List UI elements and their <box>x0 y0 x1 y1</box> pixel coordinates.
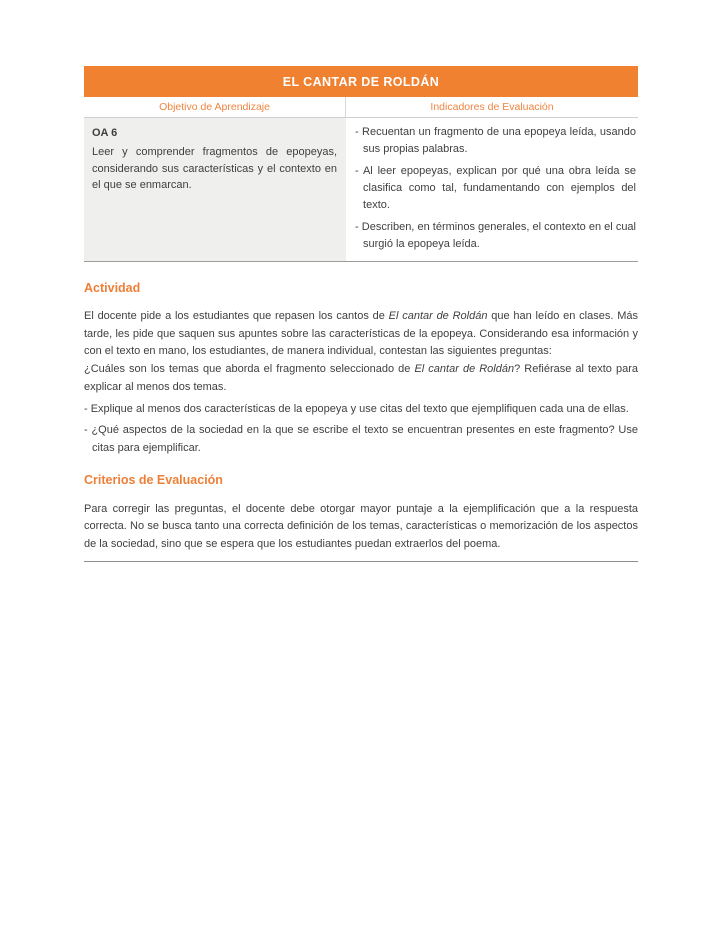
criteria-text: Para corregir las preguntas, el docente debe otorgar mayor puntaje a la ejemplificación que a la respuesta correcta. No se busca tanto una correcta definición de los temas, características o memorización de los aspectos de la sociedad, sino que se espera que los estudiantes puedan extraerlos del poema. <box>84 502 638 551</box>
question-item: - Explique al menos dos características de la epopeya y use citas del texto que ejemplifiquen cada una de ellas. <box>84 402 629 415</box>
header-cell-objective <box>84 97 346 117</box>
objective-header-label: Objetivo de Aprendizaje <box>159 101 270 113</box>
indicator-item: - Recuentan un fragmento de una epopeya leída, usando sus propias palabras. <box>355 126 636 155</box>
activity-intro: El docente pide a los estudiantes que repasen los cantos de El cantar de Roldán que han leído en clases. Más tarde, les pide que saquen sus apuntes sobre las características de la epopeya. Considerando esa información y con el texto en mano, los estudiantes, de manera individual, contestan las siguientes preguntas: <box>84 310 638 358</box>
objective-cell <box>84 118 346 261</box>
indicators-header-label: Indicadores de Evaluación <box>430 101 554 113</box>
indicator-item: - Al leer epopeyas, explican por qué una obra leída se clasifica como tal, fundamentando con ejemplos del texto. <box>355 165 636 211</box>
header-cell-indicators <box>346 97 638 117</box>
content-area <box>84 66 638 562</box>
activity-heading: Actividad <box>84 281 141 295</box>
criteria-heading: Criterios de Evaluación <box>84 472 223 487</box>
indicator-item: - Describen, en términos generales, el contexto en el cual surgió la epopeya leída. <box>355 221 636 250</box>
title-bar <box>84 66 638 97</box>
bottom-divider <box>84 561 638 562</box>
criteria-section <box>84 473 638 554</box>
question-item: - ¿Qué aspectos de la sociedad en la que se escribe el texto se encuentran presentes en este fragmento? Use citas para ejemplificar. <box>84 424 638 454</box>
question-list <box>84 361 638 458</box>
oa-description: Leer y comprender fragmentos de epopeyas, considerando sus características y el contexto en el que se enmarcan. <box>92 145 338 192</box>
indicators-cell <box>346 118 638 261</box>
table-body-row <box>84 118 638 262</box>
page-title: EL CANTAR DE ROLDÁN <box>282 74 440 89</box>
oa-code: OA 6 <box>92 127 118 139</box>
question-item: ¿Cuáles son los temas que aborda el fragmento seleccionado de El cantar de Roldán? Refiérase al texto para explicar al menos dos temas. <box>84 363 638 393</box>
activity-section <box>84 281 638 458</box>
table-header-row <box>84 97 638 118</box>
